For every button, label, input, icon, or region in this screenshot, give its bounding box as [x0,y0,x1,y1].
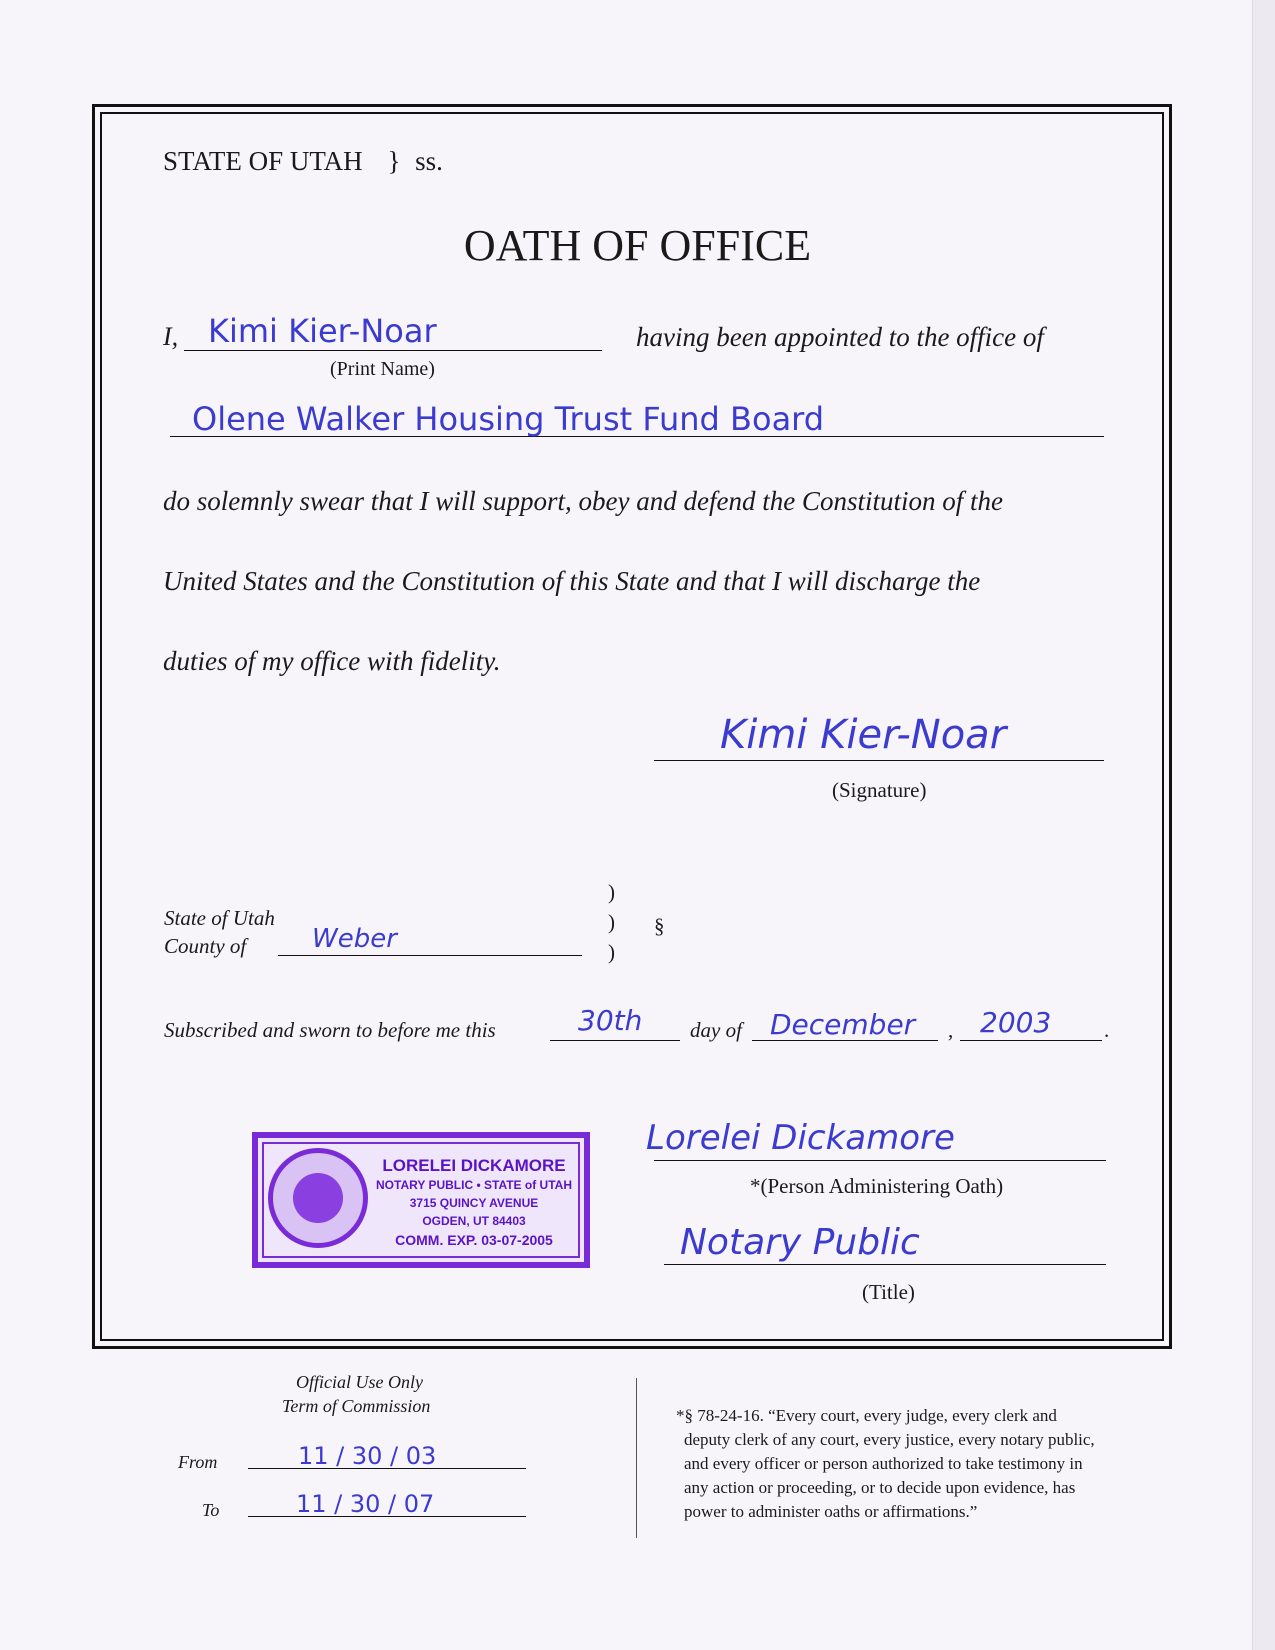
statute-line3: and every officer or person authorized to take testimony in [684,1454,1083,1473]
county-handwritten: Weber [312,924,397,954]
stamp-line2: NOTARY PUBLIC • STATE of UTAH [376,1178,572,1192]
stamp-line4: OGDEN, UT 84403 [422,1214,526,1228]
from-label: From [178,1452,218,1472]
notary-stamp [252,1132,590,1268]
date-period: . [1104,1018,1110,1042]
document-title: OATH OF OFFICE [463,221,812,270]
title-handwritten: Notary Public [680,1222,920,1263]
stamp-line3: 3715 QUINCY AVENUE [409,1196,539,1210]
administrator-handwritten: Lorelei Dickamore [646,1118,955,1158]
oath-body-line1: do solemnly swear that I will support, obey and defend the Constitution of the [163,486,1003,516]
oath-body-line2: United States and the Constitution of this State and that I will discharge the [163,566,981,596]
administrator-line [654,1160,1106,1161]
stamp-name: LORELEI DICKAMORE [382,1156,566,1175]
statute-line5: power to administer oaths or affirmations.” [684,1502,978,1521]
title-label: (Title) [862,1280,915,1304]
brace: } [387,146,401,176]
oath-i: I, [163,322,179,351]
statute-line1: *§ 78-24-16. “Every court, every judge, every clerk and [676,1406,1057,1425]
print-name-label: (Print Name) [330,358,435,380]
to-handwritten: 11 / 30 / 07 [296,1490,435,1518]
statute-line4: any action or proceeding, or to decide upon evidence, has [684,1478,1076,1497]
appointed-text: having been appointed to the office of [636,322,1044,352]
statute-line2: deputy clerk of any court, every justice, every notary public, [684,1430,1095,1449]
signature-line [654,760,1104,761]
office-handwritten: Olene Walker Housing Trust Fund Board [192,400,825,438]
to-label: To [202,1500,220,1520]
state-of-utah-label: State of Utah [164,906,275,930]
official-use-label: Official Use Only [296,1372,423,1392]
section-symbol: § [654,914,665,938]
year-handwritten: 2003 [980,1006,1052,1039]
subscribed-label: Subscribed and sworn to before me this [164,1018,496,1042]
county-line [278,955,582,956]
county-of-label: County of [164,934,247,958]
day-line [550,1040,680,1041]
oath-body-line3: duties of my office with fidelity. [163,646,501,676]
title-line [664,1264,1106,1265]
state-seal-icon [268,1148,368,1248]
ss-label: ss. [415,146,443,176]
date-comma: , [948,1018,954,1042]
state-heading [163,146,443,177]
footer-divider [636,1378,637,1538]
paren-1: ) [608,880,615,904]
signature-handwritten: Kimi Kier-Noar [720,712,1007,758]
paren-3: ) [608,940,615,964]
paren-2: ) [608,910,615,934]
day-of-label: day of [690,1018,742,1042]
administrator-label: *(Person Administering Oath) [750,1174,1004,1198]
from-handwritten: 11 / 30 / 03 [298,1442,437,1470]
day-handwritten: 30th [578,1004,643,1037]
month-handwritten: December [770,1008,916,1041]
state-name: STATE OF UTAH [163,146,363,176]
stamp-line5: COMM. EXP. 03-07-2005 [395,1232,553,1248]
signature-label: (Signature) [832,778,927,802]
name-handwritten: Kimi Kier-Noar [208,312,437,350]
term-of-commission-label: Term of Commission [282,1396,431,1416]
name-line [184,350,602,351]
year-line [960,1040,1102,1041]
